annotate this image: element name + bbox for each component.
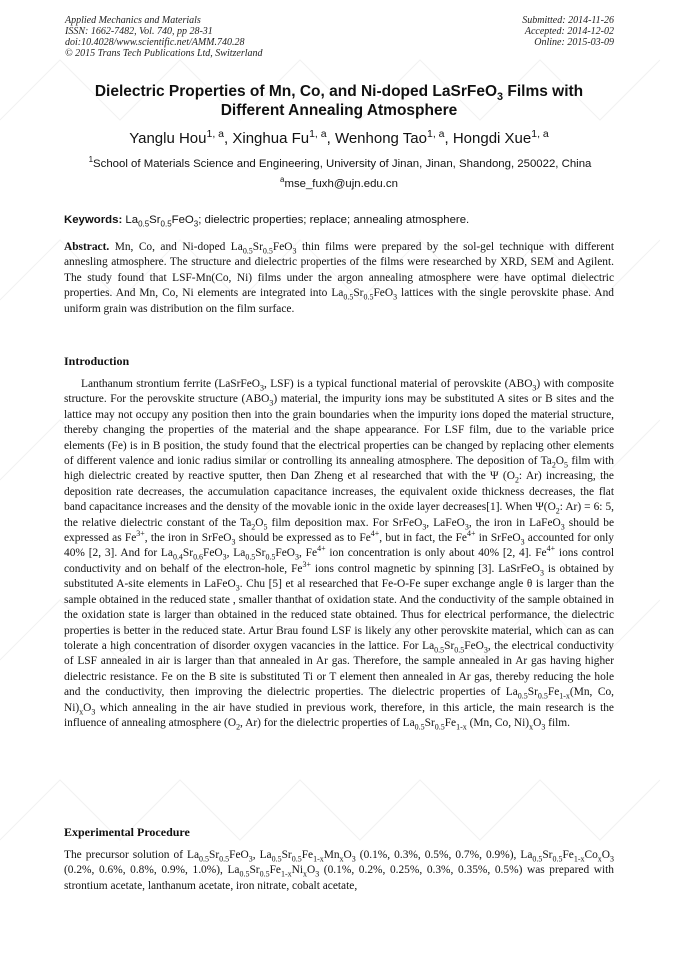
keywords: Keywords: $La_{0.5}Sr_{0.5}FeO_3$; dielectric properties; replace; annealing atmosphere. (64, 214, 470, 229)
submitted-date: Submitted: 2014-11-26 (522, 15, 614, 26)
keywords-label: Keywords: (64, 214, 123, 226)
abstract-label: Abstract. (64, 241, 110, 253)
journal-copyright: © 2015 Trans Tech Publications Ltd, Switzerland (65, 48, 263, 59)
section-heading-experimental: Experimental Procedure (64, 825, 190, 839)
paper-title: Dielectric Properties of Mn, Co, and Ni-doped LaSrFeO$_3$ Films with Different Annealing Atmosphere (94, 83, 584, 119)
author-email[interactable]: $^a$mse_fuxh@ujn.edu.cn (280, 175, 398, 190)
experimental-body: The precursor solution of $La_{0.5}Sr_{0.5}FeO_3$, $La_{0.5}Sr_{0.5}Fe_{1-x}Mn_xO_3$ (0.1%, 0.3%, 0.5%, 0.7%, 0.9%), $La_{0.5}Sr_{0.5}Fe_{1-x}Co_xO_3$ (0.2%, 0.6%, 0.8%, 0.9%, 1.0%), $La_{0.5}Sr_{0.5}Fe_{1-x}Ni_xO_3$ (0.1%, 0.2%, 0.25%, 0.3%, 0.35%, 0.5%) was prepared with strontium acetate, lanthanum acetate, iron nitrate, cobalt acetate, (64, 849, 614, 892)
accepted-date: Accepted: 2014-12-02 (524, 26, 614, 37)
author-name: Wenhong Tao (334, 130, 427, 147)
journal-doi: doi:10.4028/www.scientific.net/AMM.740.28 (65, 37, 245, 48)
journal-issn: ISSN: 1662-7482, Vol. 740, pp 28-31 (65, 26, 213, 37)
online-date: Online: 2015-03-09 (534, 37, 614, 48)
journal-name: Applied Mechanics and Materials (65, 15, 201, 26)
submission-dates (522, 15, 614, 48)
author-name: Xinghua Fu (232, 130, 310, 147)
author-list: Yanglu Hou$^{1, a}$, Xinghua Fu$^{1, a}$, Wenhong Tao$^{1, a}$, Hongdi Xue$^{1, a}$ (129, 128, 549, 147)
section-heading-introduction: Introduction (64, 354, 130, 368)
introduction-body: Lanthanum strontium ferrite (LaSrFeO$_3$, LSF) is a typical functional material of perovskite $(ABO_3)$ with composite structure. For the perovskite structure $(ABO_3)$ material, the impurity ions may be substituted A sites or B sites and the lattice may not occupy any position then into the grain boundaries when the impurity ions doped the material structure, thereby changing the properties of the material and the shape appearance. For LSF film, due to the variable price elements (Fe) is in B position, the study found that the electrical properties can be changed by replacing other elements of different valence and ionic radius similar or controlling its annealing atmosphere. The deposition of $Ta_2O_5$ film with high dielectric created by reactive sputter, then Dan Zheng et al researched that with the Ψ ($O_2$: Ar) increasing, the deposition rate decreases, the accumulation capacitance increases, the equivalent oxide thickness decreases, the flat band capacitance increases and the density of the movable ionic in the oxide layer decreases[1]. When $\Psi(O_2$: Ar) = 6: 5, the relative dielectric constant of the $Ta_2O_5$ film deposition max. For SrFeO$_3$, LaFeO$_3$, the iron in LaFeO$_3$ should be expressed as $Fe^{3+}$, the iron in SrFeO$_3$ should be expressed as to $Fe^{4+}$, but in fact, the $Fe^{4+}$ in SrFeO$_3$ accounted for only 40% [2, 3]. And for $La_{0.4}Sr_{0.6}FeO_3$, $La_{0.5}Sr_{0.5}FeO_3$, $Fe^{4+}$ ion concentration is only about 40% [2, 4]. $Fe^{4+}$ ions control conductivity and on behalf of the electron-hole, $Fe^{3+}$ ions control magnetic by spinning [3]. LaSrFeO$_3$ is obtained by substituted A-site elements in LaFeO$_3$. Chu [5] et al researched that Fe-O-Fe super exchange angle θ is larger than the sample obtained in the reduced state , smaller thanthat of oxidation state. And the conductivity of the sample obtained in the oxidation state is larger than obtained in the reduced state obtained. Thus for electrical performance, the dielectric properties is better in the reduced state. Artur Brau found LSF is likely any other perovskite material, which can as can tolerate a high concentration of disorder oxygen vacancies in the lattice. For $La_{0.5}Sr_{0.5}FeO_3$, the electrical conductivity of LSF annealed in air is larger than that annealed in Ar gas. Therefore, the sample annealed in Ar gas having higher dielectric resistance. Fe on the B site is substituted Ti or T element then annealed in Ar gas, thereby reducing the hole and the conductivity, then improving the dielectric properties. The dielectric properties of $La_{0.5}Sr_{0.5}Fe_{1-x}(Mn$, Co, $Ni)_xO_3$ which annealing in the air have studied in previous work, therefore, in this article, the main research is the influence of annealing atmosphere ($O_2$, Ar) for the dielectric properties of $La_{0.5}Sr_{0.5}Fe_{1-x}$ (Mn, Co, $Ni)_xO_3$ film. (64, 378, 615, 732)
journal-info (65, 15, 263, 59)
author-name: Hongdi Xue (452, 130, 532, 147)
abstract: Abstract. Mn, Co, and Ni-doped $La_{0.5}Sr_{0.5}FeO_3$ thin films were prepared by the sol-gel technique with different annesling atmosphere. The structure and dielectric properties of the films were researched by XRD, SEM and Agilent. The study found that LSF-Mn(Co, Ni) films under the argon annealing atmosphere were have optimal dielectric properties. And Mn, Co, Ni elements are integrated into $La_{0.5}Sr_{0.5}FeO_3$ lattices with the single perovskite phase. And uniform grain was distribution on the film surface. (64, 241, 614, 315)
affiliation: $^1$School of Materials Science and Engineering, University of Jinan, Jinan, Shandong, 250022, China (88, 155, 592, 170)
author-name: Yanglu Hou (129, 130, 207, 147)
